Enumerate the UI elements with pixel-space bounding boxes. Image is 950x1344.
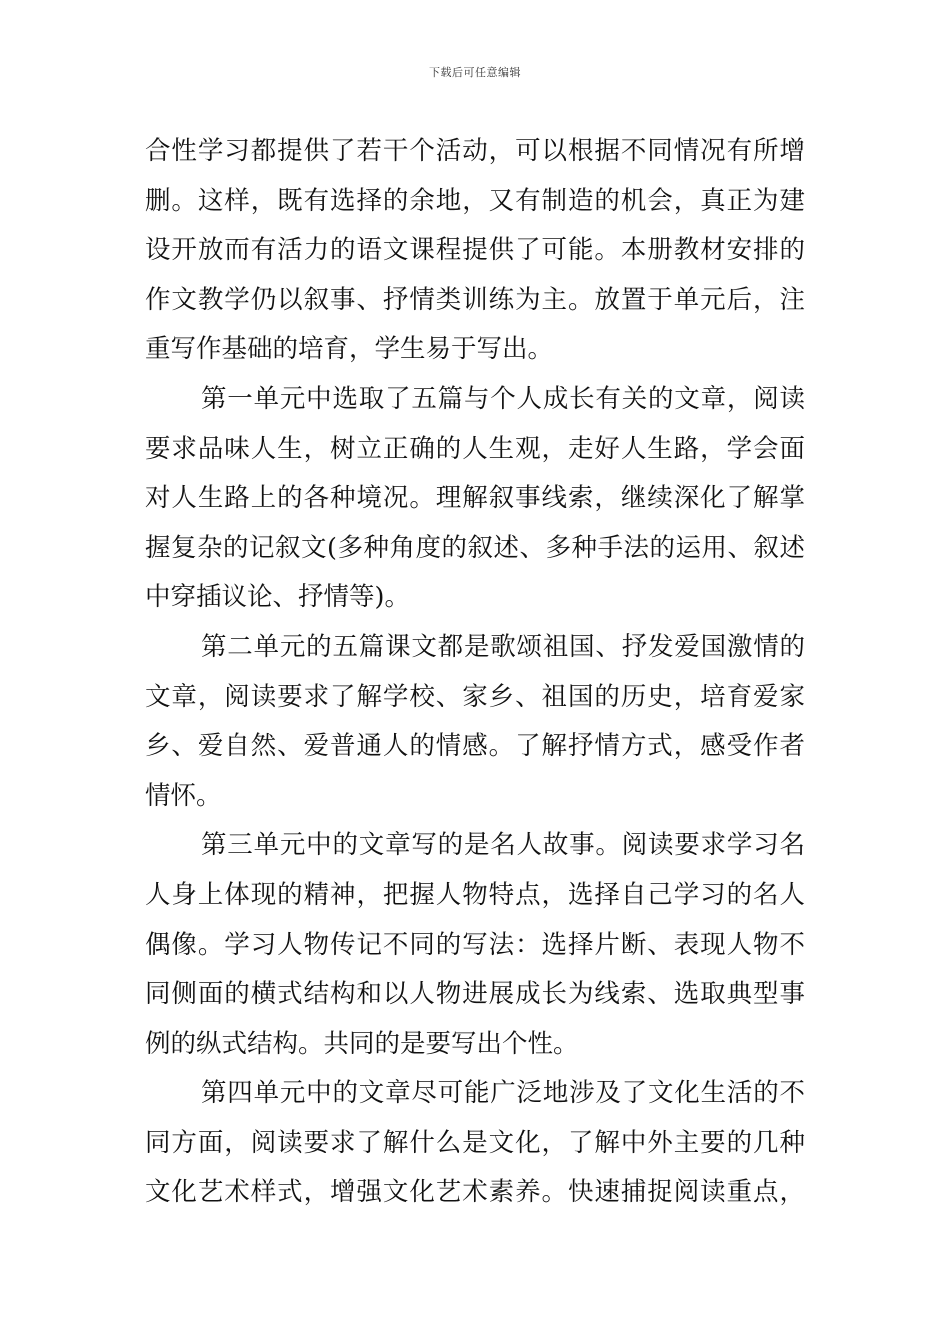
text-line: 人身上体现的精神，把握人物特点，选择自己学习的名人 bbox=[145, 879, 805, 910]
text-line: 乡、爱自然、爱普通人的情感。了解抒情方式，感受作者 bbox=[145, 731, 805, 762]
text-line: 偶像。学习人物传记不同的写法：选择片断、表现人物不 bbox=[145, 929, 805, 960]
text-line: 例的纵式结构。共同的是要写出个性。 bbox=[145, 1028, 579, 1059]
text-line: 文化艺术样式，增强文化艺术素养。快速捕捉阅读重点， bbox=[145, 1177, 805, 1208]
page-header: 下载后可任意编辑 bbox=[429, 66, 521, 79]
text-line: 重写作基础的培育，学生易于写出。 bbox=[145, 334, 554, 365]
text-line: 文章，阅读要求了解学校、家乡、祖国的历史，培育爱家 bbox=[145, 681, 805, 712]
paragraph-first-line: 第二单元的五篇课文都是歌颂祖国、抒发爱国激情的 bbox=[201, 631, 805, 662]
text-line: 要求品味人生，树立正确的人生观，走好人生路，学会面 bbox=[145, 433, 805, 464]
text-line: 同侧面的横式结构和以人物进展成长为线索、选取典型事 bbox=[145, 979, 805, 1010]
document-body bbox=[145, 127, 805, 1218]
text-line: 作文教学仍以叙事、抒情类训练为主。放置于单元后，注 bbox=[145, 284, 805, 315]
paragraph-first-line: 第三单元中的文章写的是名人故事。阅读要求学习名 bbox=[201, 830, 805, 861]
text-line: 设开放而有活力的语文课程提供了可能。本册教材安排的 bbox=[145, 235, 805, 266]
text-line: 合性学习都提供了若干个活动，可以根据不同情况有所增 bbox=[145, 136, 805, 166]
text-line: 情怀。 bbox=[145, 780, 222, 811]
text-line: 中穿插议论、抒情等)。 bbox=[145, 582, 410, 613]
text-line: 删。这样，既有选择的余地，又有制造的机会，真正为建 bbox=[145, 185, 805, 216]
text-line: 握复杂的记叙文(多种角度的叙述、多种手法的运用、叙述 bbox=[145, 532, 805, 563]
paragraph-first-line: 第一单元中选取了五篇与个人成长有关的文章，阅读 bbox=[201, 383, 805, 414]
text-line: 对人生路上的各种境况。理解叙事线索，继续深化了解掌 bbox=[145, 483, 805, 514]
text-line: 同方面，阅读要求了解什么是文化，了解中外主要的几种 bbox=[145, 1127, 805, 1158]
paragraph-first-line: 第四单元中的文章尽可能广泛地涉及了文化生活的不 bbox=[201, 1078, 805, 1109]
